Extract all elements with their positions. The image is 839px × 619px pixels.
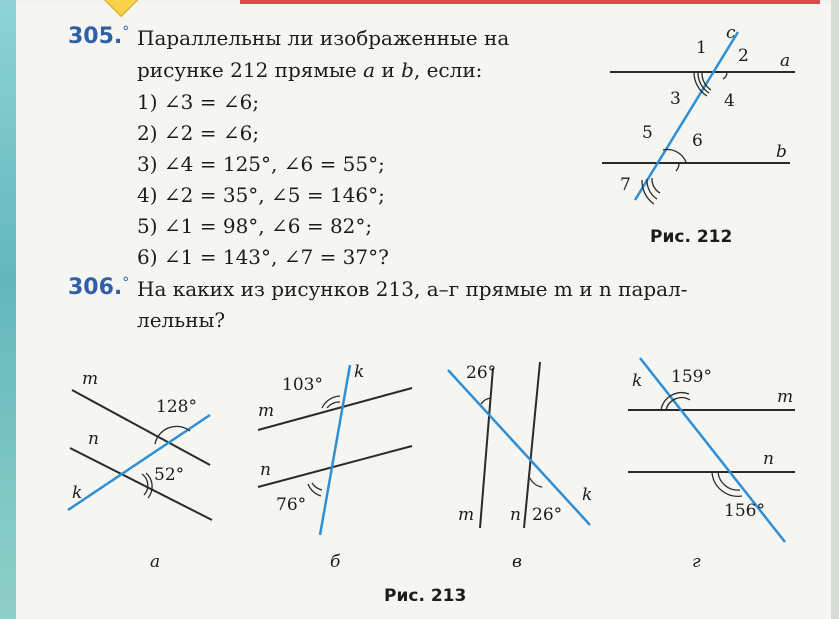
- label-c: c: [726, 23, 736, 43]
- problem-305-item-2: 2) ∠2 = ∠6;: [137, 121, 260, 145]
- label-angle-1: 1: [696, 38, 707, 58]
- panel-v-label-k: k: [582, 485, 593, 505]
- label-b: b: [776, 142, 787, 162]
- problem-305-item-1: 1) ∠3 = ∠6;: [137, 90, 260, 114]
- figure-213: [50, 350, 810, 575]
- angle-5-arc: [663, 149, 686, 162]
- right-background-strip: [831, 0, 839, 619]
- panel-v-line-k: [448, 370, 593, 525]
- panel-a-angle-top: 128°: [156, 397, 197, 417]
- transversal-c: [635, 32, 738, 200]
- problem-305-number: 305.°: [68, 24, 130, 49]
- panel-v-angle-top: 26°: [466, 363, 497, 383]
- panel-v-angle-bottom: 26°: [532, 505, 563, 525]
- panel-g-label-k: k: [632, 371, 643, 391]
- panel-a-angle-bottom: 52°: [154, 465, 185, 485]
- problem-305-item-4: 4) ∠2 = 35°, ∠5 = 146°;: [137, 183, 385, 207]
- problem-306-line-2: лельны?: [137, 308, 226, 332]
- panel-a-line-n: [70, 448, 212, 520]
- problem-305-item-6: 6) ∠1 = 143°, ∠7 = 37°?: [137, 245, 389, 269]
- panel-b-label-n: n: [260, 460, 271, 480]
- panel-a-label-m: m: [82, 369, 99, 389]
- label-angle-7: 7: [620, 175, 631, 195]
- panel-v-line-n: [524, 362, 540, 528]
- panel-a-letter: а: [150, 552, 161, 572]
- panel-a-label-k: k: [72, 483, 83, 503]
- figure-213-caption: Рис. 213: [384, 586, 467, 606]
- label-angle-3: 3: [670, 89, 681, 109]
- panel-a: [68, 369, 212, 572]
- panel-a-arc-bottom-2: [146, 473, 152, 498]
- panel-g-angle-bottom: 156°: [724, 501, 765, 521]
- figure-212: [590, 20, 805, 220]
- figure-212-caption: Рис. 212: [650, 227, 733, 247]
- problem-305-line-1: Параллельны ли изображенные на: [137, 26, 510, 50]
- panel-g-arc-bottom-2: [712, 472, 742, 496]
- panel-v-label-m: m: [458, 505, 475, 525]
- panel-g-letter: г: [692, 552, 701, 572]
- panel-b-angle-bottom: 76°: [276, 495, 307, 515]
- panel-b-arc-bottom-1: [312, 483, 322, 490]
- problem-305-item-5: 5) ∠1 = 98°, ∠6 = 82°;: [137, 214, 373, 238]
- label-angle-5: 5: [642, 123, 653, 143]
- panel-g-label-n: n: [763, 449, 774, 469]
- panel-g: [628, 358, 795, 572]
- panel-v: [448, 362, 592, 572]
- left-background-strip: [0, 0, 16, 619]
- panel-v-line-m: [480, 368, 493, 528]
- panel-b-label-k: k: [354, 362, 365, 382]
- top-red-rule: [240, 0, 820, 4]
- panel-b-angle-top: 103°: [282, 375, 323, 395]
- panel-v-label-n: n: [510, 505, 521, 525]
- panel-g-angle-top: 159°: [671, 367, 712, 387]
- panel-b: [258, 362, 412, 572]
- label-a: a: [780, 51, 791, 71]
- panel-b-arc-top-1: [327, 402, 340, 408]
- problem-306-line-1: На каких из рисунков 213, а–г прямые m и n парал-: [137, 277, 688, 301]
- angle-6-arc: [676, 163, 679, 171]
- label-angle-2: 2: [738, 46, 749, 66]
- label-angle-6: 6: [692, 131, 703, 151]
- panel-g-label-m: m: [777, 387, 794, 407]
- problem-305-line-2: рисунке 212 прямые a и b, если:: [137, 58, 483, 82]
- panel-v-arc-bottom: [530, 478, 542, 487]
- panel-v-letter: в: [512, 552, 522, 572]
- label-angle-4: 4: [724, 91, 735, 111]
- angle-4-arc: [723, 72, 727, 79]
- panel-b-letter: б: [330, 552, 341, 572]
- problem-305-item-3: 3) ∠4 = 125°, ∠6 = 55°;: [137, 152, 385, 176]
- problem-306-number: 306.°: [68, 275, 130, 300]
- panel-b-line-k: [320, 365, 350, 535]
- angle-7-arc: [652, 178, 660, 193]
- panel-a-label-n: n: [88, 429, 99, 449]
- panel-b-label-m: m: [258, 401, 275, 421]
